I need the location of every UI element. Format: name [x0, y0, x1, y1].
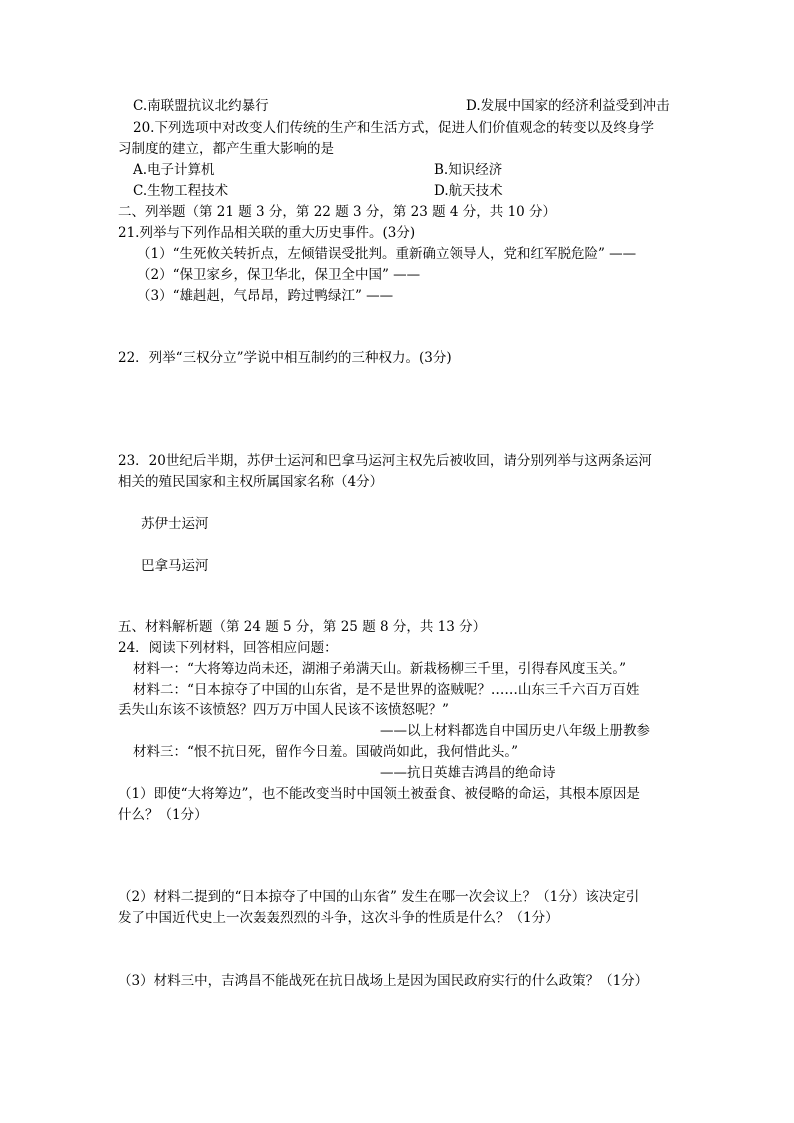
q23-canal-panama: 巴拿马运河: [141, 558, 209, 574]
q24-sub3: （3）材料三中，吉鸿昌不能战死在抗日战场上是因为国民政府实行的什么政策？（1分）: [118, 973, 649, 989]
q24-sub1-line1: （1）即使“大将筹边”，也不能改变当时中国领土被蚕食、被侵略的命运，其根本原因是: [118, 786, 640, 802]
q21-item2: （2）“保卫家乡，保卫华北，保卫全中国” ——: [137, 267, 421, 283]
q24-sub1-line2: 什么？（1分）: [118, 807, 208, 823]
section5-heading: 五、材料解析题（第 24 题 5 分，第 25 题 8 分，共 13 分）: [118, 619, 487, 635]
q21-item3: （3）“雄赳赳，气昂昂，跨过鸭绿江” ——: [137, 288, 394, 304]
q24-material2-line1: 材料二：“日本掠夺了中国的山东省，是不是世界的盗贼呢？……山东三千六百万百姓: [133, 682, 640, 698]
q23-stem-line2: 相关的殖民国家和主权所属国家名称（4分）: [118, 474, 384, 490]
q19-option-d: D.发展中国家的经济利益受到冲击: [466, 98, 670, 114]
q24-stem: 24．阅读下列材料，回答相应问题：: [118, 640, 338, 656]
q24-material2-line2: 丢失山东该不该愤怒？四万万中国人民该不该愤怒呢？”: [118, 702, 449, 718]
q20-option-a: A.电子计算机: [133, 162, 215, 178]
q20-option-d: D.航天技术: [434, 183, 503, 199]
q22-stem: 22．列举“三权分立”学说中相互制约的三种权力。(3分): [118, 350, 452, 366]
q24-source2: ——抗日英雄吉鸿昌的绝命诗: [380, 765, 556, 781]
q19-option-c: C.南联盟抗议北约暴行: [133, 98, 269, 114]
q24-material3: 材料三：“恨不抗日死，留作今日羞。国破尚如此，我何惜此头。”: [133, 744, 519, 760]
q20-stem-line2: 习制度的建立，都产生重大影响的是: [118, 141, 334, 157]
q21-item1: （1）“生死攸关转折点，左倾错误受批判。重新确立领导人，党和红军脱危险” ——: [137, 246, 637, 262]
q24-sub2-line1: （2）材料二提到的“日本掠夺了中国的山东省” 发生在哪一次会议上？（1分）该决定引: [118, 889, 640, 905]
q24-sub2-line2: 发了中国近代史上一次轰轰烈烈的斗争，这次斗争的性质是什么？（1分）: [118, 910, 559, 926]
q23-canal-suez: 苏伊士运河: [141, 516, 209, 532]
q20-option-c: C.生物工程技术: [133, 183, 229, 199]
q21-stem: 21.列举与下列作品相关联的重大历史事件。(3分): [118, 225, 416, 241]
q20-option-b: B.知识经济: [434, 162, 503, 178]
q24-source1: ——以上材料都选自中国历史八年级上册教参: [380, 723, 650, 739]
q24-material1: 材料一：“大将筹边尚未还，湖湘子弟满天山。新栽杨柳三千里，引得春风度玉关。”: [133, 661, 627, 677]
q20-stem-line1: 20.下列选项中对改变人们传统的生产和生活方式，促进人们价值观念的转变以及终身学: [133, 120, 654, 136]
q23-stem-line1: 23．20世纪后半期，苏伊士运河和巴拿马运河主权先后被收回，请分别列举与这两条运河: [118, 453, 652, 469]
section2-heading: 二、列举题（第 21 题 3 分，第 22 题 3 分，第 23 题 4 分，共 10 分）: [118, 204, 557, 220]
